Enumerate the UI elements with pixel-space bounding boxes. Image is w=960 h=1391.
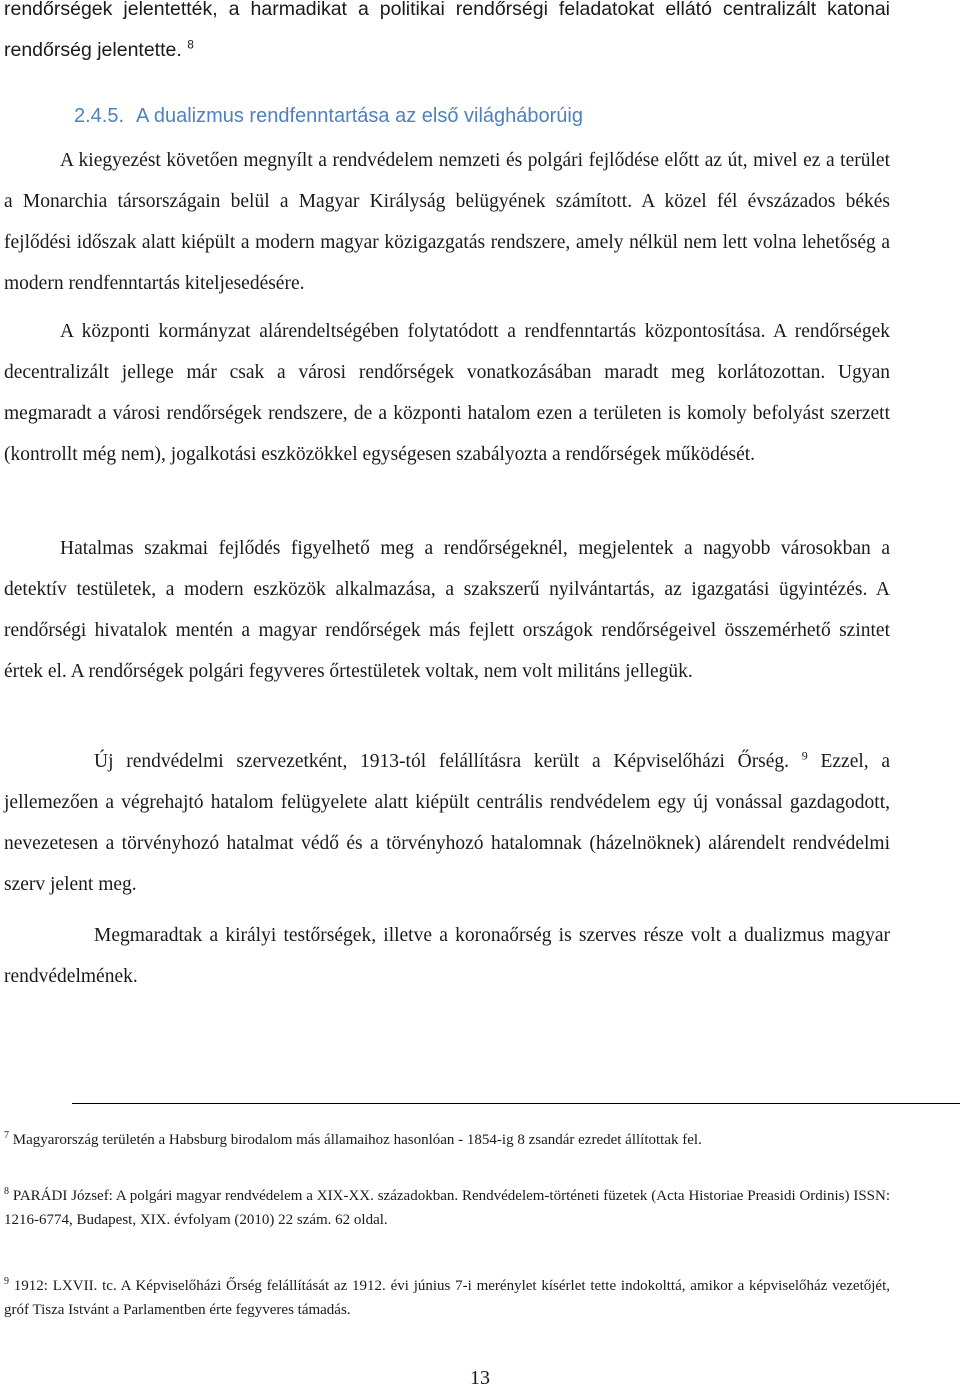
paragraph-1 xyxy=(4,140,890,304)
footnote-text: Magyarország területén a Habsburg birodalom más államaihoz hasonlóan - 1854-ig 8 zsandár ezredet állítottak fel. xyxy=(12,1132,702,1148)
footnote-ref-9[interactable]: 9 xyxy=(801,748,808,763)
paragraph-2-text: A központi kormányzat alárendeltségében folytatódott a rendfenntartás központosítása. A rendőrségek decentralizált jellege már csak a városi rendőrségek vonatkozásában maradt meg korlátozottan. Ugyan megmaradt a városi rendőrségek rendszere, de a központi hatalom ezen a területen is komoly befolyást szerzett (kontrollt még nem), jogalkotási eszközökkel egységesen szabályozta a rendőrségek működését. xyxy=(4,321,890,465)
footnote-7 xyxy=(4,1128,890,1152)
footnote-number: 9 xyxy=(4,1276,9,1287)
footnote-separator xyxy=(72,1103,960,1104)
section-number: 2.4.5. xyxy=(74,105,125,127)
paragraph-intro xyxy=(4,0,890,71)
paragraph-1-part1: A kiegyezést követően megnyílt a rendvédelem nemzeti és polgári fejlődése előtt az út, mivel ez a terület a Monarchia társországain belül a Magyar Királyság belügyének számított. xyxy=(4,150,890,212)
paragraph-intro-text: rendőrségek jelentették, a harmadikat a politikai rendőrségi feladatokat ellátó centralizált katonai rendőrség jelentette. xyxy=(4,0,890,61)
paragraph-4-text2: Ezzel, a jellemezően a végrehajtó hatalom felügyelete alatt kiépült centrális rendvédelem egy új vonással gazdagodott, nevezetesen a törvényhozó hatalmat védő és a törvényhozó hatalomnak (házelnöknek) alárendelt rendvédelmi szerv jelent meg. xyxy=(4,751,890,895)
paragraph-3 xyxy=(4,528,890,692)
paragraph-5 xyxy=(4,915,890,997)
footnote-ref-8[interactable]: 8 xyxy=(187,37,194,52)
footnote-text: 1912: LXVII. tc. A Képviselőházi Őrség felállítását az 1912. évi június 7-i merénylet kísérlet tette indokolttá, amikor a képviselőház vezetőjét, gróf Tisza Istvánt a Parlamentben érte fegyveres támadás. xyxy=(4,1278,891,1318)
footnote-8 xyxy=(4,1184,890,1232)
paragraph-2 xyxy=(4,311,890,475)
footnote-9 xyxy=(4,1274,890,1322)
section-title: A dualizmus rendfenntartása az első világháborúig xyxy=(136,105,583,127)
section-heading xyxy=(74,96,583,136)
paragraph-1-part2: A közel fél évszázados békés fejlődési időszak alatt kiépült a modern magyar közigazgatás rendszere, amely nélkül nem lett volna lehetőség a modern rendfenntartás kiteljesedésére. xyxy=(4,191,890,294)
paragraph-4-text1: Új rendvédelmi szervezetként, 1913-tól felállításra került a Képviselőházi Őrség. xyxy=(94,751,790,772)
footnote-number: 8 xyxy=(4,1186,9,1197)
footnote-number: 7 xyxy=(4,1130,9,1141)
page-number: 13 xyxy=(470,1367,490,1389)
paragraph-5-text: Megmaradtak a királyi testőrségek, illetve a koronaőrség is szerves része volt a dualizmus magyar rendvédelmének. xyxy=(4,925,890,987)
footnote-text: PARÁDI József: A polgári magyar rendvédelem a XIX-XX. századokban. Rendvédelem-történeti füzetek (Acta Historiae Preasidi Ordinis) ISSN: 1216-6774, Budapest, XIX. évfolyam (2010) 22 szám. 62 oldal. xyxy=(4,1188,891,1228)
paragraph-4 xyxy=(4,741,890,905)
paragraph-3-text: Hatalmas szakmai fejlődés figyelhető meg a rendőrségeknél, megjelentek a nagyobb városokban a detektív testületek, a modern eszközök alkalmazása, a szakszerű nyilvántartás, az igazgatási ügyintézés. A rendőrségi hivatalok mentén a magyar rendőrségek más fejlett országok rendőrségeivel összemérhető szintet értek el. A rendőrségek polgári fegyveres őrtestületek voltak, nem volt militáns jellegük. xyxy=(4,538,890,682)
